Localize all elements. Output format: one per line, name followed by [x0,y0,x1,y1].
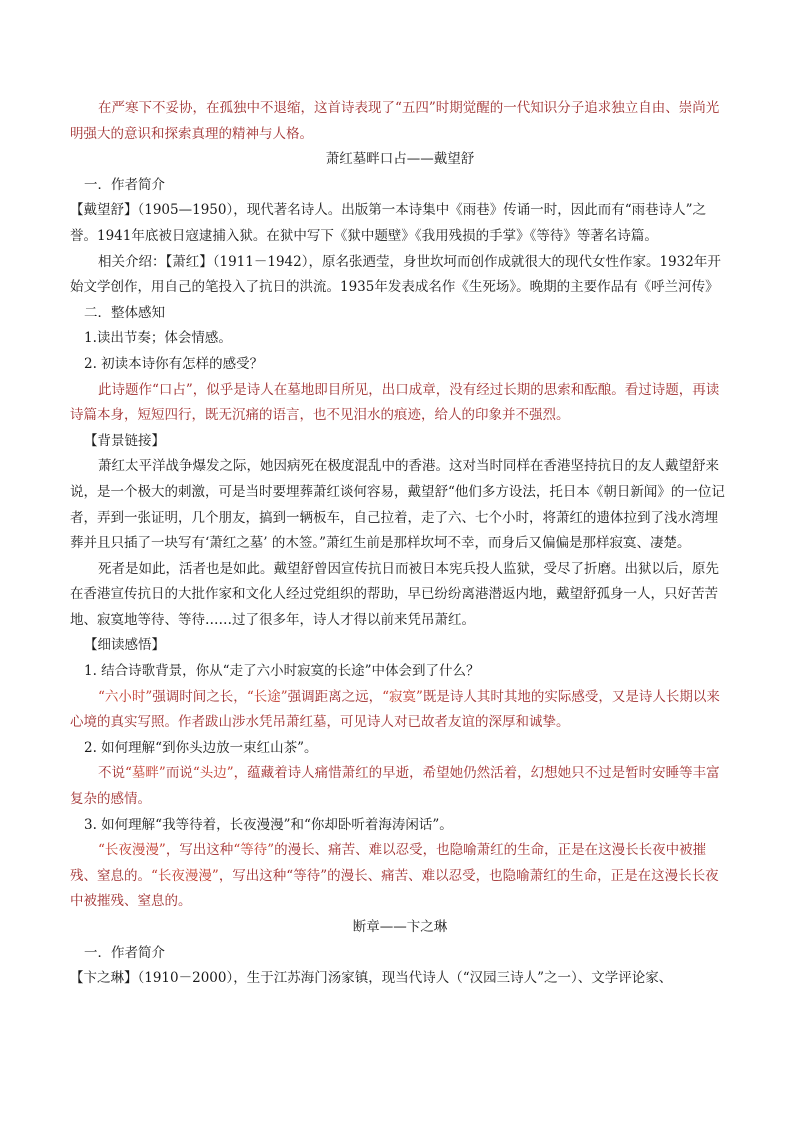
background-paragraph-2: 死者是如此，活者也是如此。戴望舒曾因宣传抗日而被日本宪兵投人监狱，受尽了折磨。出狱以后，原先在香港宣传抗日的大批作家和文化人经过党组织的帮助，早已纷纷离港潜返内地，戴望舒孤身一人，只好苦苦地、寂寞地等待、等待……过了很多年，诗人才得以前来凭吊萧红。 [70,560,719,628]
answer-2-text-a: 不说 [98,765,125,782]
reading-answer-1 [70,685,730,736]
question-2: 2. 初读本诗你有怎样的感受？ [84,355,264,372]
answer-2-text-c: ，蕴藏着诗人痛惜萧红的早逝，希望她仍然活着，幻想她只不过是暂时安睡等丰富复杂的感情。 [70,765,720,808]
reading-question-1: 1. 结合诗歌背景，你从“走了六小时寂寞的长途”中体会到了什么？ [84,663,480,680]
bian-zhilin-text: （1910－2000），生于江苏海门汤家镇，现当代诗人（“汉园三诗人”之一）、文学评论家、 [137,970,673,987]
poem1-author-heading: 一．作者简介 [84,176,165,193]
intro-closing: 在严寒下不妥协，在孤独中不退缩，这首诗表现了“五四”时期觉醒的一代知识分子追求独立自由、崇尚光明强大的意识和探索真理的精神与人格。 [70,100,720,142]
background-heading: 【背景链接】 [84,432,165,449]
poem2-author-heading: 一．作者简介 [84,944,165,961]
document-body [70,96,730,992]
dai-wangshu-intro [70,198,730,249]
keyword-waiting: “等待” [233,842,275,859]
xiao-hong-intro [70,250,730,301]
answer-3-text-c: ，写出这种“等待”的漫长、痛苦、难以忍受，也隐喻萧红的生命，正是在这漫长长夜中被摧残、窒息的。 [70,867,719,910]
reading-question-2: 2. 如何理解“到你头边放一束红山茶”。 [84,739,318,756]
xiao-hong-label: 【萧红】 [165,253,213,270]
xiao-hong-text: （1911－1942），原名张迺莹，身世坎坷而创作成就很大的现代女性作家。1932年开始文学创作，用自己的笔投入了抗日的洪流。1935年发表成名作《生死场》。晚期的主要作品有《呼兰河传》 [70,253,721,296]
reading-heading: 【细读感悟】 [84,637,165,654]
answer-2: 此诗题作“口占”，似乎是诗人在墓地即目所见，出口成章，没有经过长期的思索和酝酿。看过诗题，再读诗篇本身，短短四行，既无沉痛的语言，也不见泪水的痕迹，给人的印象并不强烈。 [70,381,720,424]
bian-zhilin-intro [70,966,730,992]
keyword-long-journey: “长途” [246,688,288,705]
bian-zhilin-label: 【卞之琳】 [70,970,138,987]
background-paragraph-1: 萧红太平洋战争爆发之际，她因病死在极度混乱中的香港。这对当时同样在香港坚持抗日的友人戴望舒来说，是一个极大的刺激，可是当时要埋葬萧红谈何容易，戴望舒“他们多方设法，托日本《朝日新闻》的一位记者，弄到一张证明，几个朋友，搞到一辆板车，自己拉着，走了六、七个小时，将萧红的遗体拉到了浅水湾埋葬并且只插了一块写有‘萧红之墓’ 的木签。”萧红生前是那样坎坷不幸，而身后又偏偏是那样寂寞、凄楚。 [70,458,725,552]
poem2-title: 断章——卞之琳 [352,919,448,935]
dai-wangshu-label: 【戴望舒】 [70,202,138,219]
keyword-grave-side: “墓畔” [125,765,166,782]
dai-wangshu-text: （1905—1950），现代著名诗人。出版第一本诗集中《雨巷》传诵一时，因此而有“雨巷诗人”之誉。1941年底被日寇逮捕入狱。在狱中写下《狱中题壁》《我用残损的手掌》《等待》等著名诗篇。 [70,202,707,244]
answer-3-text-b: 的漫长、痛苦、难以忍受，也隐喻萧红的生命，正是在这漫长长夜中被摧残、窒息的。 [70,842,707,884]
answer-1-text-a: 强调时间之长， [152,688,247,705]
poem1-title: 萧红墓畔口占——戴望舒 [325,151,475,168]
answer-1-text-b: 强调距离之远， [287,688,383,705]
answer-3-text-a: ，写出这种 [165,842,234,859]
keyword-long-night-2: “长夜漫漫” [151,867,219,884]
keyword-head-side: “头边” [192,765,234,782]
reading-answer-2 [70,761,730,812]
keyword-long-night-1: “长夜漫漫” [98,842,166,859]
keyword-six-hours: “六小时” [98,688,153,705]
reading-question-3: 3. 如何理解“我等待着，长夜漫漫”和“你却卧听着海涛闲话”。 [84,816,453,833]
overall-heading: 二．整体感知 [84,304,165,321]
answer-2-text-b: 而说 [165,765,193,782]
reading-answer-3 [70,838,730,915]
answer-1-text-c: 既是诗人其时其地的实际感受，又是诗人长期以来心境的真实写照。作者跋山涉水凭吊萧红墓，可见诗人对已故者友谊的深厚和诚挚。 [70,688,720,731]
question-1: 1.读出节奏；体会情感。 [84,330,232,347]
keyword-lonely: “寂寞” [382,688,423,705]
xiao-hong-prefix: 相关介绍： [98,253,166,270]
